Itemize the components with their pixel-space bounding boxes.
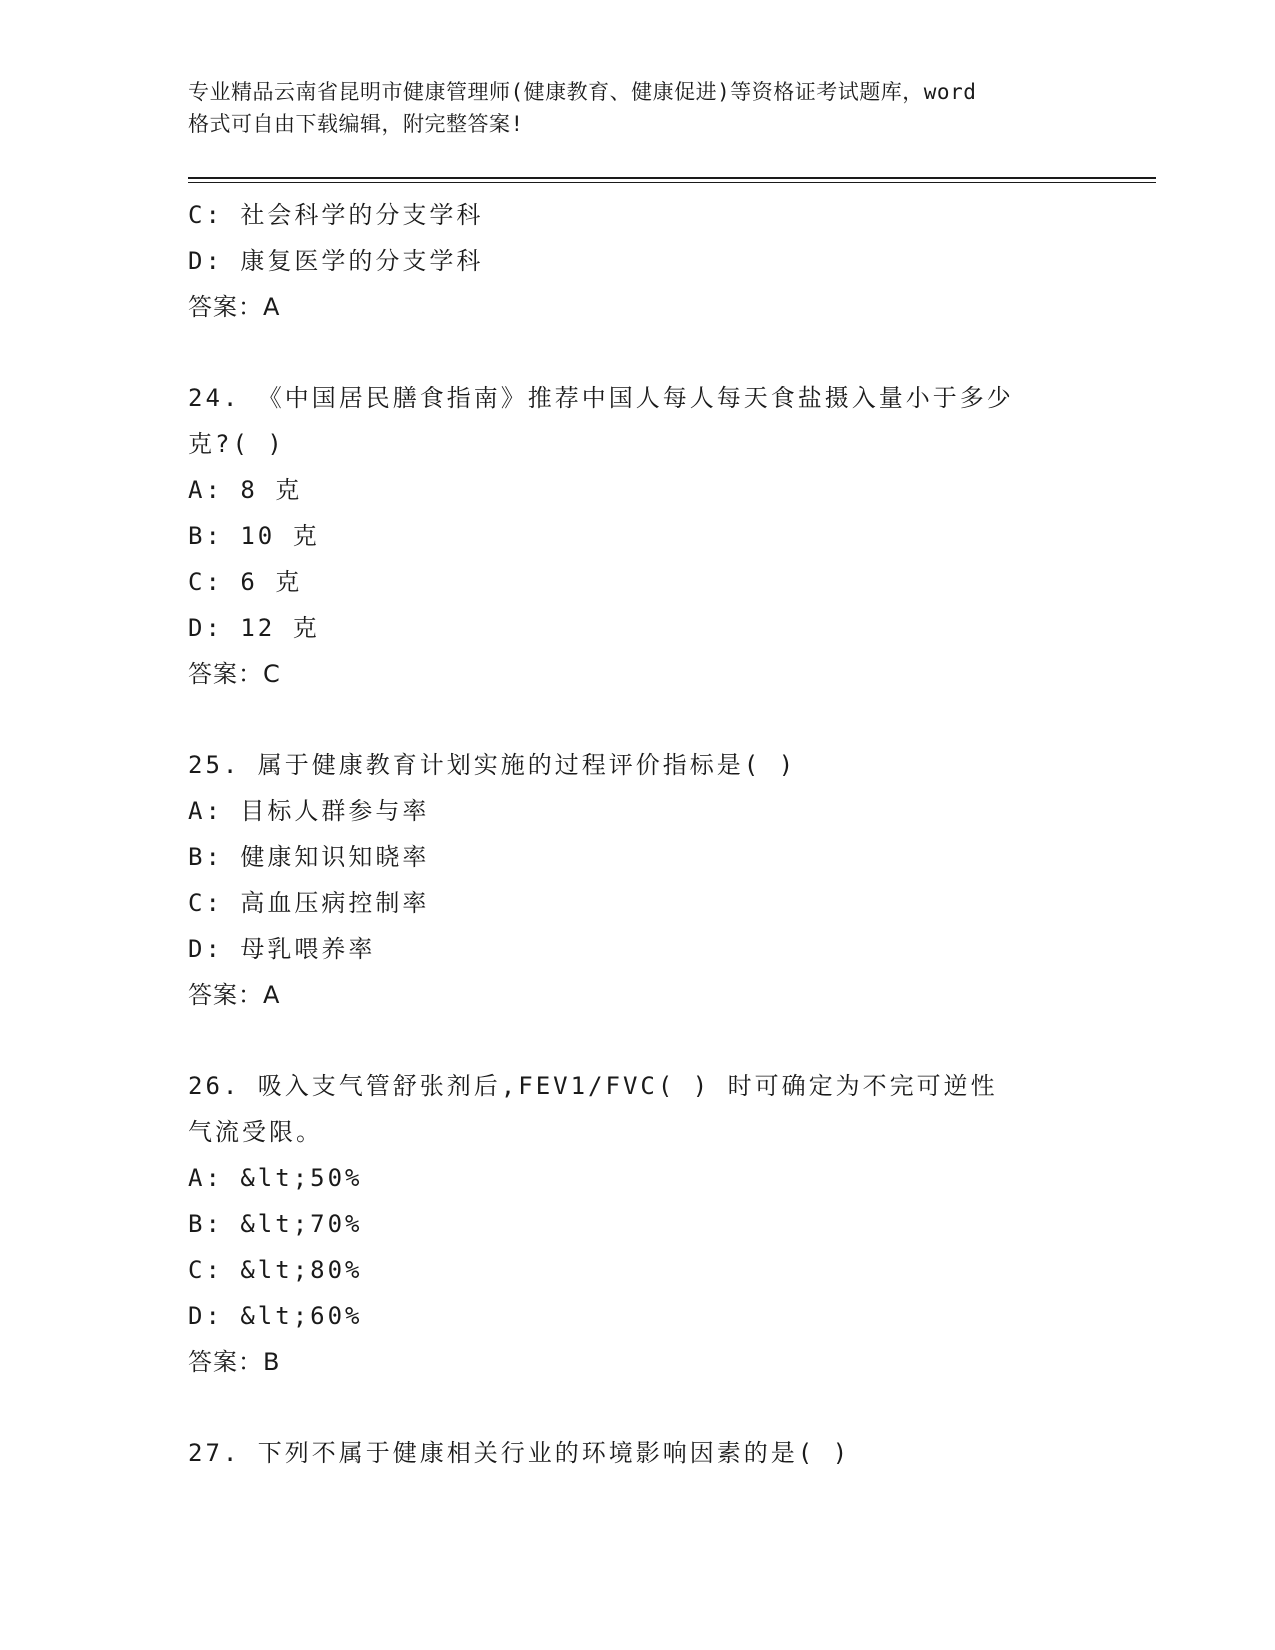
option-d: D: 母乳喂养率 [188,935,376,963]
option-b: B: 10 克 [188,522,320,550]
header-line-2: 格式可自由下载编辑，附完整答案! [188,112,524,136]
header-divider-thick [188,177,1156,179]
question-stem-continued: 气流受限。 [188,1118,323,1146]
option-a: A: 目标人群参与率 [188,797,430,825]
option-c: C: &lt;80% [188,1256,363,1284]
option-a: A: 8 克 [188,476,303,504]
header-divider-thin [188,182,1156,183]
question-stem-continued: 克?( ) [188,430,285,458]
question-stem: 26. 吸入支气管舒张剂后,FEV1/FVC( ) 时可确定为不完可逆性 [188,1072,998,1100]
document-header [188,76,1098,140]
question-27 [188,1430,1088,1476]
question-23-tail [188,192,1088,330]
option-d: D: &lt;60% [188,1302,363,1330]
answer-line: 答案：B [188,1348,281,1376]
question-list [188,192,1088,1476]
question-25 [188,742,1088,1018]
answer-line: 答案：A [188,293,281,321]
answer-line: 答案：C [188,660,281,688]
question-24 [188,375,1088,697]
option-c: C: 社会科学的分支学科 [188,201,484,229]
question-stem: 27. 下列不属于健康相关行业的环境影响因素的是( ) [188,1439,851,1467]
header-line-1: 专业精品云南省昆明市健康管理师(健康教育、健康促进)等资格证考试题库，word [188,80,977,104]
option-c: C: 高血压病控制率 [188,889,430,917]
question-stem: 24. 《中国居民膳食指南》推荐中国人每人每天食盐摄入量小于多少 [188,384,1014,412]
option-b: B: &lt;70% [188,1210,363,1238]
option-b: B: 健康知识知晓率 [188,843,430,871]
option-a: A: &lt;50% [188,1164,363,1192]
option-c: C: 6 克 [188,568,303,596]
question-stem: 25. 属于健康教育计划实施的过程评价指标是( ) [188,751,797,779]
option-d: D: 康复医学的分支学科 [188,247,484,275]
option-d: D: 12 克 [188,614,320,642]
question-26 [188,1063,1088,1385]
answer-line: 答案：A [188,981,281,1009]
